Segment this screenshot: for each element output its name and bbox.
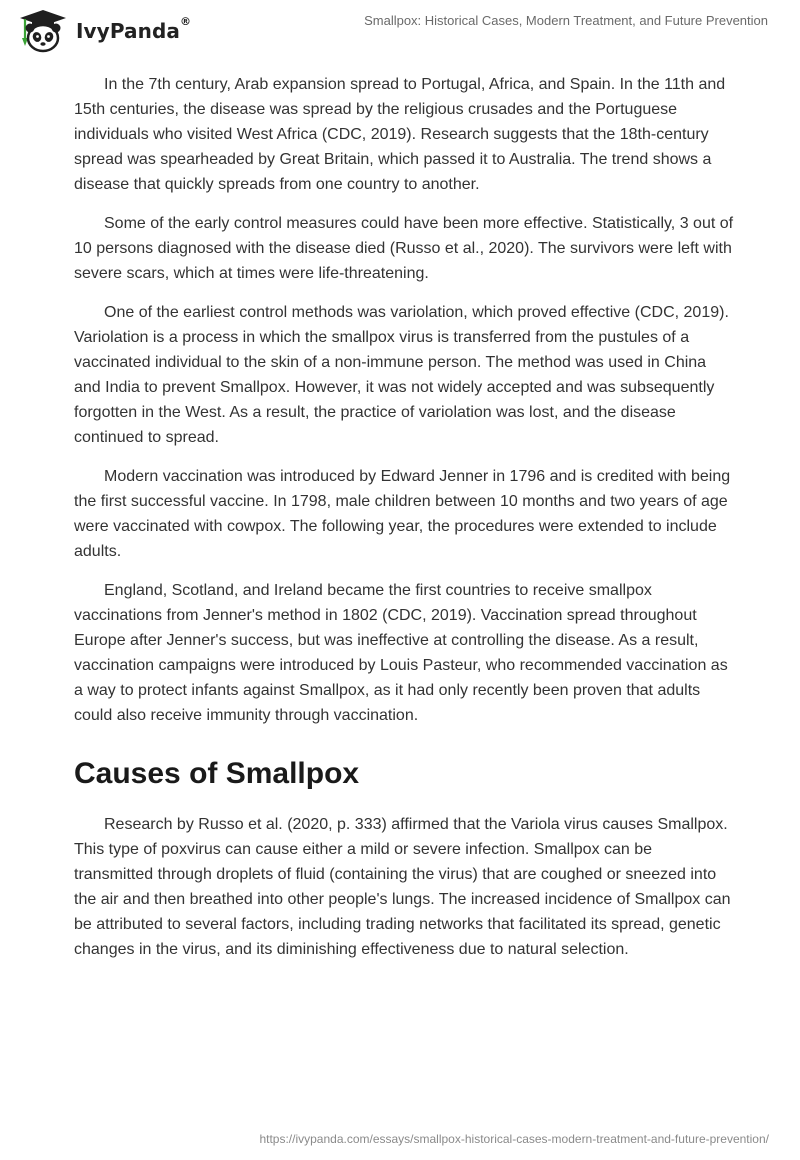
brand-name (76, 15, 192, 43)
paragraph: Research by Russo et al. (2020, p. 333) affirmed that the Variola virus causes Smallpox. This type of poxvirus can cause either a mild or severe infection. Smallpox can be transmitted through droplets of fluid (containing the virus) that are coughed or sneezed into the air and then breathed into other people's lungs. The increased incidence of Smallpox can be attributed to several factors, including trading networks that facilitated its spread, genetic changes in the virus, and its diminishing effectiveness due to natural selection. (74, 816, 731, 958)
paragraph: Some of the early control measures could have been more effective. Statistically, 3 out of 10 persons diagnosed with the disease died (Russo et al., 2020). The survivors were left with severe scars, which at times were life-threatening. (74, 215, 734, 282)
brand-name-text: IvyPanda (76, 19, 180, 43)
section-heading: Causes of Smallpox (74, 757, 360, 790)
panda-graduate-icon (14, 8, 72, 54)
registered-mark: ® (179, 15, 192, 28)
paragraph: In the 7th century, Arab expansion spread to Portugal, Africa, and Spain. In the 11th and 15th centuries, the disease was spread by the religious crusades and the Portuguese individuals who visited West Africa (CDC, 2019). Research suggests that the 18th-century spread was spearheaded by Great Britain, which passed it to Australia. The trend shows a disease that quickly spreads from one country to another. (74, 76, 726, 193)
paragraph: England, Scotland, and Ireland became the first countries to receive smallpox vaccinations from Jenner's method in 1802 (CDC, 2019). Vaccination spread throughout Europe after Jenner's success, but was ineffective at controlling the disease. As a result, vaccination campaigns were introduced by Louis Pasteur, who recommended vaccination as a way to protect infants against Smallpox, as it had only recently been proven that adults could also receive immunity through vaccination. (74, 582, 728, 724)
paragraph: One of the earliest control methods was variolation, which proved effective (CDC, 2019). Variolation is a process in which the smallpox virus is transferred from the pustules of a vaccinated individual to the skin of a non-immune person. The method was used in China and India to prevent Smallpox. However, it was not widely accepted and was subsequently forgotten in the West. As a result, the practice of variolation was lost, and the disease continued to spread. (74, 304, 729, 446)
source-url[interactable]: https://ivypanda.com/essays/smallpox-historical-cases-modern-treatment-and-future-prevention/ (259, 1132, 769, 1146)
essay-body (74, 72, 734, 976)
page-header (0, 0, 800, 62)
paragraph: Modern vaccination was introduced by Edward Jenner in 1796 and is credited with being the first successful vaccine. In 1798, male children between 10 months and two years of age were vaccinated with cowpox. The following year, the procedures were extended to include adults. (74, 468, 731, 560)
document-title: Smallpox: Historical Cases, Modern Treatment, and Future Prevention (364, 13, 768, 28)
brand-logo[interactable] (14, 8, 191, 54)
